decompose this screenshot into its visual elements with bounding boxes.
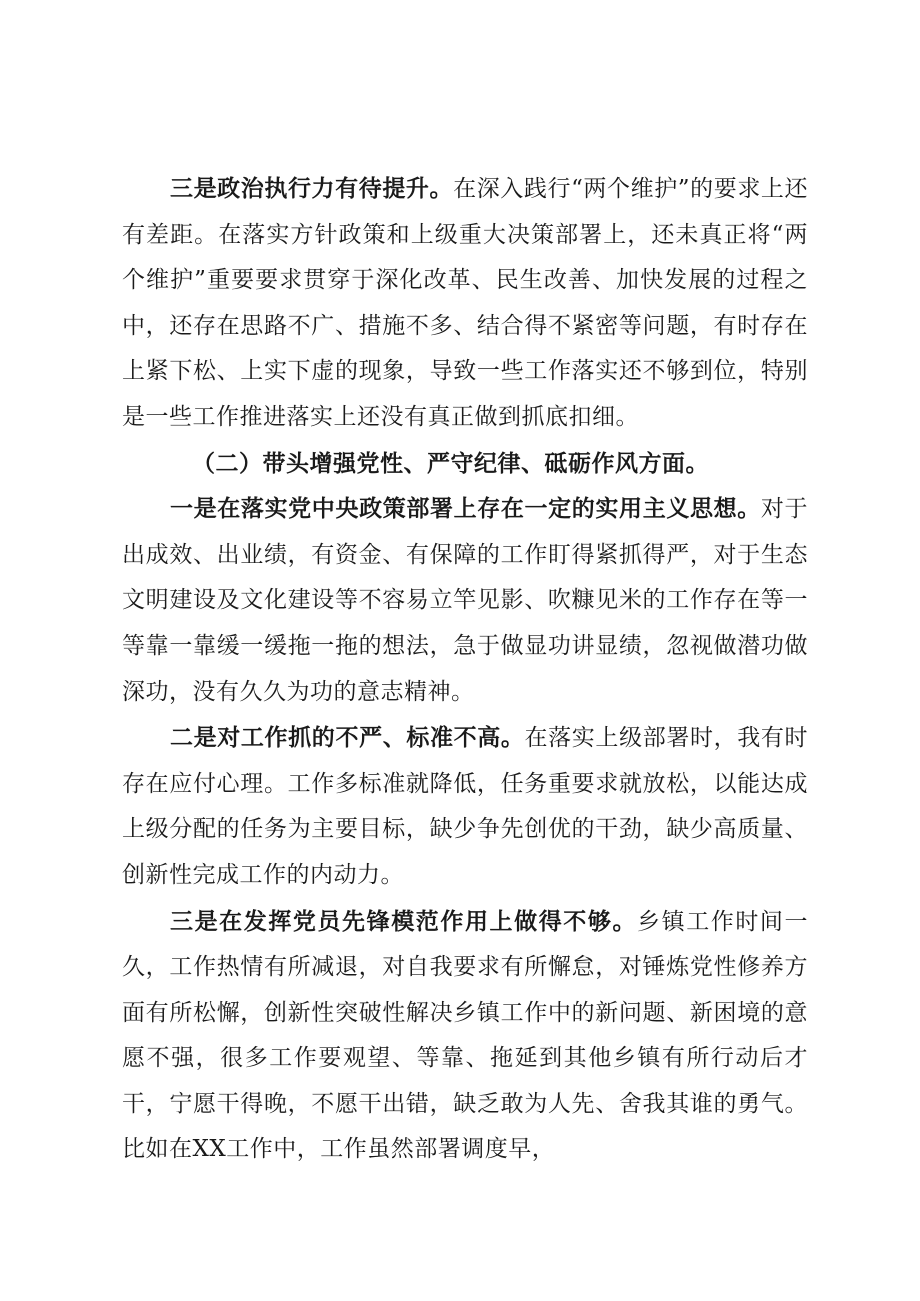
paragraph-lead: 三是在发挥党员先锋模范作用上做得不够。 — [170, 907, 638, 935]
paragraph-lead: 二是对工作抓的不严、标准不高。 — [170, 724, 525, 752]
paragraph-text: 对于出成效、出业绩，有资金、有保障的工作盯得紧抓得严，对于生态文明建设及文化建设等不容易立竿见影、吹糠见米的工作存在等一等靠一靠缓一缓拖一拖的想法，急于做显功讲显绩，忽视做潜功做深功，没有久久为功的意志精神。 — [122, 496, 809, 705]
paragraph-pragmatism — [122, 486, 808, 715]
paragraph-vanguard-role — [122, 899, 808, 1174]
paragraph-text: 在落实上级部署时，我有时存在应付心理。工作多标准就降低，任务重要求就放松，以能达成上级分配的任务为主要目标，缺少争先创优的干劲，缺少高质量、创新性完成工作的内动力。 — [122, 725, 809, 888]
section-heading: （二）带头增强党性、严守纪律、砥砺作风方面。 — [192, 449, 709, 477]
paragraph-text: 乡镇工作时间一久，工作热情有所减退，对自我要求有所懈怠，对锤炼党性修养方面有所松懈，创新性突破性解决乡镇工作中的新问题、新困境的意愿不强，很多工作要观望、等靠、拖延到其他乡镇有所行动后才干，宁愿干得晚，不愿干出错，缺乏敢为人先、舍我其谁的勇气。比如在XX工作中，工作虽然部署调度早， — [122, 908, 809, 1163]
paragraph-text: 在深入践行“两个维护”的要求上还有差距。在落实方针政策和上级重大决策部署上，还未真正将“两个维护”重要要求贯穿于深化改革、民生改善、加快发展的过程之中，还存在思路不广、措施不多、结合得不紧密等问题，有时存在上紧下松、上实下虚的现象，导致一些工作落实还不够到位，特别是一些工作推进落实上还没有真正做到抓底扣细。 — [122, 176, 808, 430]
paragraph-political-execution — [122, 166, 808, 441]
paragraph-lead: 一是在落实党中央政策部署上存在一定的实用主义思想。 — [170, 495, 761, 523]
paragraph-lead: 三是政治执行力有待提升。 — [170, 175, 454, 202]
paragraph-low-standards — [122, 715, 808, 898]
document-body — [122, 166, 808, 1173]
